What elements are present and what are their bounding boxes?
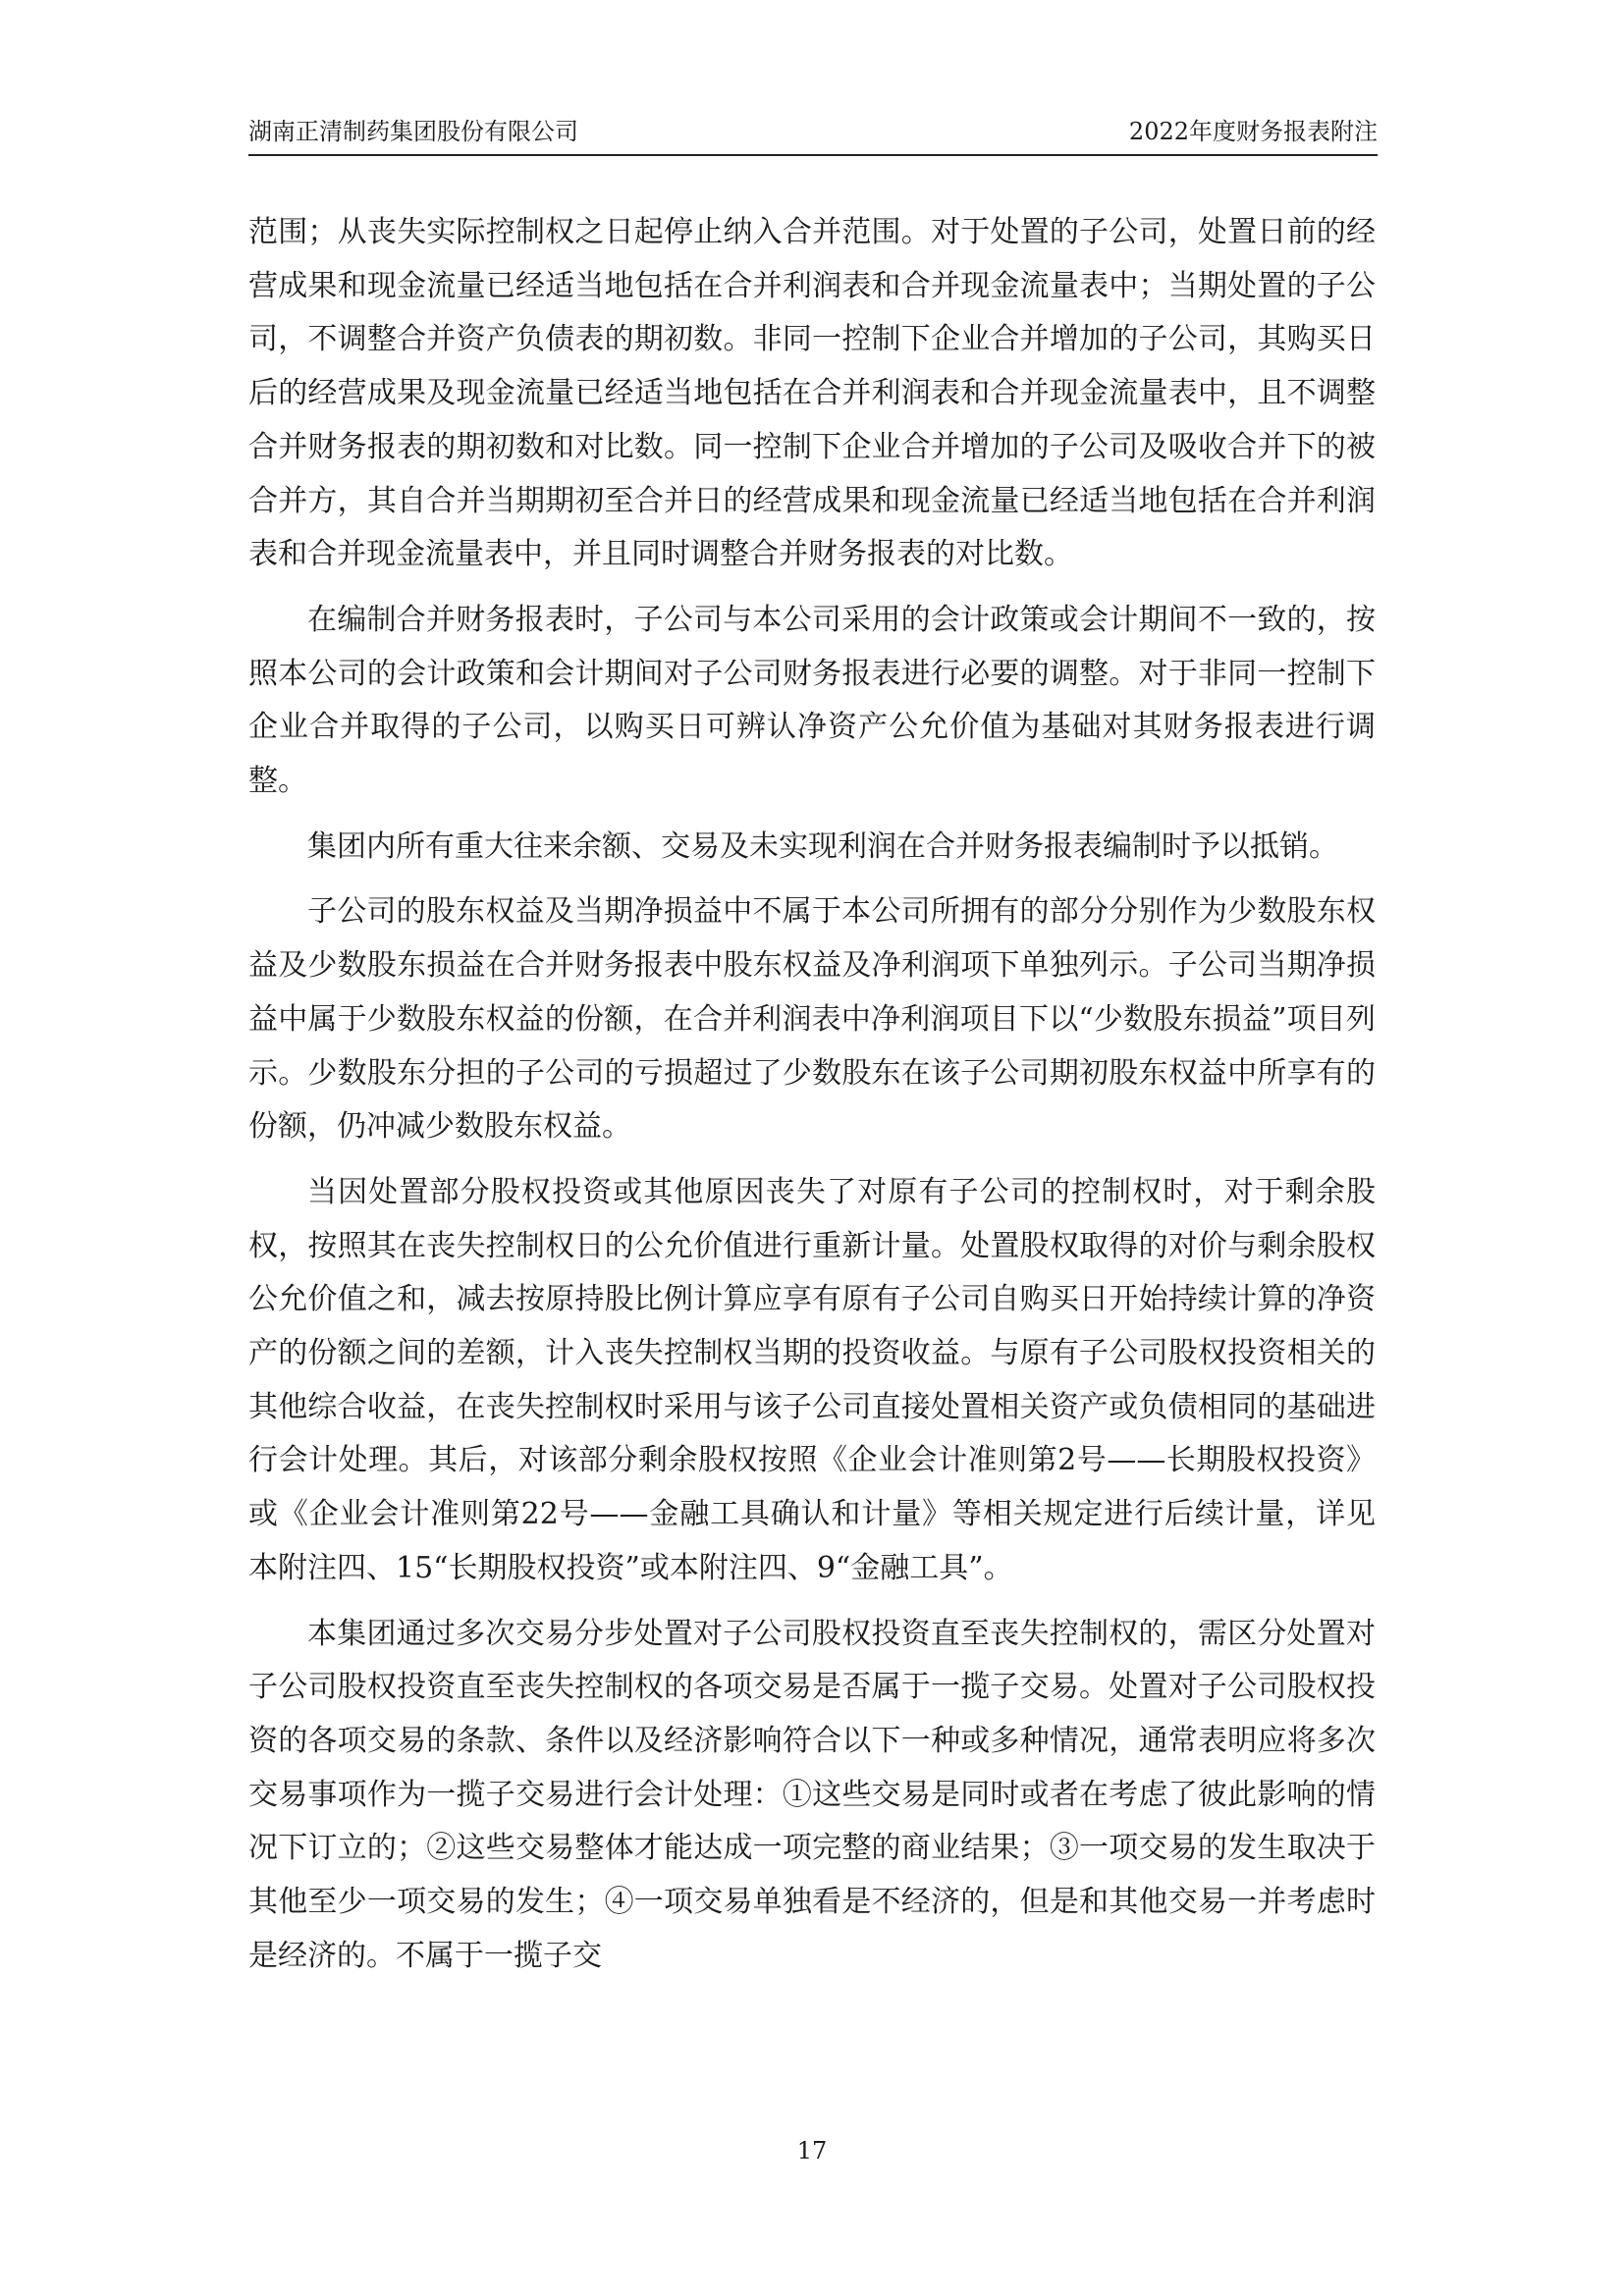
- header-report-title: 2022年度财务报表附注: [1128, 118, 1378, 145]
- paragraph-accounting-policy-alignment: 在编制合并财务报表时，子公司与本公司采用的会计政策或会计期间不一致的，按照本公司的会计政策和会计期间对子公司财务报表进行必要的调整。对于非同一控制下企业合并取得的子公司，以购买日可辨认净资产公允价值为基础对其财务报表进行调整。: [248, 602, 1376, 799]
- paragraph-intragroup-elimination: 集团内所有重大往来余额、交易及未实现利润在合并财务报表编制时予以抵销。: [307, 828, 1338, 864]
- paragraph-step-disposal: 本集团通过多次交易分步处置对子公司股权投资直至丧失控制权的，需区分处置对子公司股权投资直至丧失控制权的各项交易是否属于一揽子交易。处置对子公司股权投资的各项交易的条款、条件以及经济影响符合以下一种或多种情况，通常表明应将多次交易事项作为一揽子交易进行会计处理：①这些交易是同时或者在考虑了彼此影响的情况下订立的；②这些交易整体才能达成一项完整的商业结果；③一项交易的发生取决于其他至少一项交易的发生；④一项交易单独看是不经济的，但是和其他交易一并考虑时是经济的。不属于一揽子交: [248, 1616, 1376, 1973]
- header-company-name: 湖南正清制药集团股份有限公司: [248, 118, 578, 145]
- document-body: [248, 206, 1376, 1996]
- paragraph-loss-of-control: 当因处置部分股权投资或其他原因丧失了对原有子公司的控制权时，对于剩余股权，按照其在丧失控制权日的公允价值进行重新计量。处置股权取得的对价与剩余股权公允价值之和，减去按原持股比例计算应享有原有子公司自购买日开始持续计算的净资产的份额之间的差额，计入丧失控制权当期的投资收益。与原有子公司股权投资相关的其他综合收益，在丧失控制权时采用与该子公司直接处置相关资产或负债相同的基础进行会计处理。其后，对该部分剩余股权按照《企业会计准则第2号——长期股权投资》或《企业会计准则第22号——金融工具确认和计量》等相关规定进行后续计量，详见本附注四、15“长期股权投资”或本附注四、9“金融工具”。: [248, 1174, 1376, 1585]
- paragraph-minority-interests: 子公司的股东权益及当期净损益中不属于本公司所拥有的部分分别作为少数股东权益及少数股东损益在合并财务报表中股东权益及净利润项下单独列示。子公司当期净损益中属于少数股东权益的份额，在合并利润表中净利润项目下以“少数股东损益”项目列示。少数股东分担的子公司的亏损超过了少数股东在该子公司期初股东权益中所享有的份额，仍冲减少数股东权益。: [248, 894, 1376, 1145]
- page-number: 17: [796, 2137, 828, 2164]
- page-header: [248, 111, 1378, 156]
- paragraph-consolidation-scope: 范围；从丧失实际控制权之日起停止纳入合并范围。对于处置的子公司，处置日前的经营成果和现金流量已经适当地包括在合并利润表和合并现金流量表中；当期处置的子公司，不调整合并资产负债表的期初数。非同一控制下企业合并增加的子公司，其购买日后的经营成果及现金流量已经适当地包括在合并利润表和合并现金流量表中，且不调整合并财务报表的期初数和对比数。同一控制下企业合并增加的子公司及吸收合并下的被合并方，其自合并当期期初至合并日的经营成果和现金流量已经适当地包括在合并利润表和合并现金流量表中，并且同时调整合并财务报表的对比数。: [248, 215, 1376, 572]
